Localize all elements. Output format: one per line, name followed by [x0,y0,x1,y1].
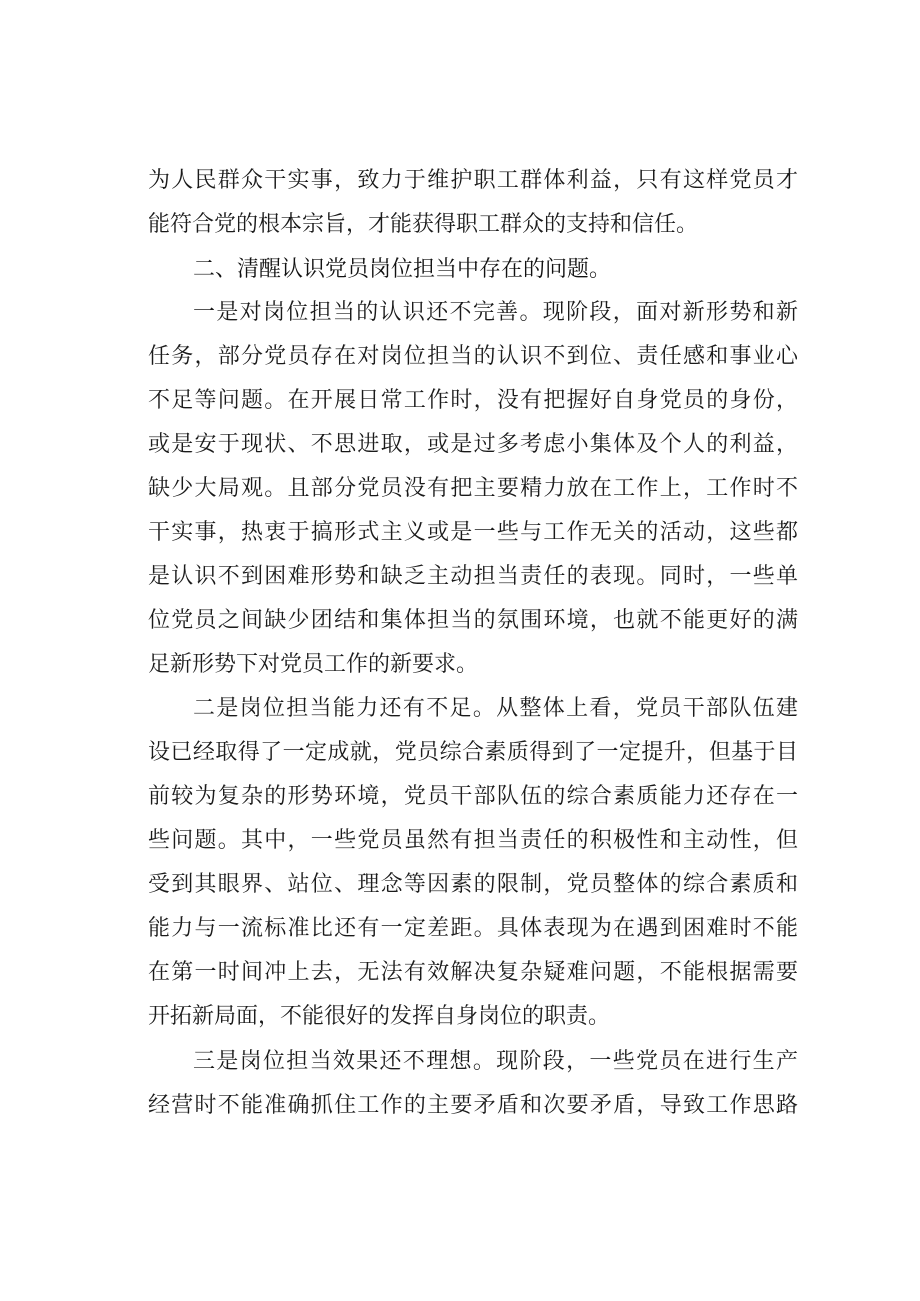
body-text-line: 设已经取得了一定成就，党员综合素质得到了一定提升，但基于目 [148,740,798,765]
body-text-line: 在第一时间冲上去，无法有效解决复杂疑难问题，不能根据需要 [148,960,798,985]
body-text-line: 足新形势下对党员工作的新要求。 [148,652,479,677]
body-text-line: 能力与一流标准比还有一定差距。具体表现为在遇到困难时不能 [148,916,798,941]
body-text-line: 些问题。其中，一些党员虽然有担当责任的积极性和主动性，但 [148,828,798,853]
body-text-line: 一是对岗位担当的认识还不完善。现阶段，面对新形势和新 [193,300,798,325]
body-text-line: 位党员之间缺少团结和集体担当的氛围环境，也就不能更好的满 [148,608,798,633]
body-text-line: 受到其眼界、站位、理念等因素的限制，党员整体的综合素质和 [148,872,798,897]
body-text-line: 经营时不能准确抓住工作的主要矛盾和次要矛盾，导致工作思路 [148,1093,798,1118]
body-text-line: 是认识不到困难形势和缺乏主动担当责任的表现。同时，一些单 [148,564,798,589]
body-text-line: 二是岗位担当能力还有不足。从整体上看，党员干部队伍建 [193,696,798,721]
body-text-line: 任务，部分党员存在对岗位担当的认识不到位、责任感和事业心 [148,344,798,369]
body-text-line: 干实事，热衷于搞形式主义或是一些与工作无关的活动，这些都 [148,520,798,545]
body-text-line: 前较为复杂的形势环境，党员干部队伍的综合素质能力还存在一 [148,784,798,809]
body-text-line: 三是岗位担当效果还不理想。现阶段，一些党员在进行生产 [193,1049,798,1074]
body-text-line: 不足等问题。在开展日常工作时，没有把握好自身党员的身份， [148,388,798,413]
body-text-line: 开拓新局面，不能很好的发挥自身岗位的职责。 [148,1004,611,1029]
body-text-line: 缺少大局观。且部分党员没有把主要精力放在工作上，工作时不 [148,476,798,501]
section-heading: 二、清醒认识党员岗位担当中存在的问题。 [193,257,612,282]
body-text-line: 能符合党的根本宗旨，才能获得职工群众的支持和信任。 [148,212,699,237]
body-text-line: 或是安于现状、不思进取，或是过多考虑小集体及个人的利益， [148,432,798,457]
body-text-line: 为人民群众干实事，致力于维护职工群体利益，只有这样党员才 [148,168,798,193]
